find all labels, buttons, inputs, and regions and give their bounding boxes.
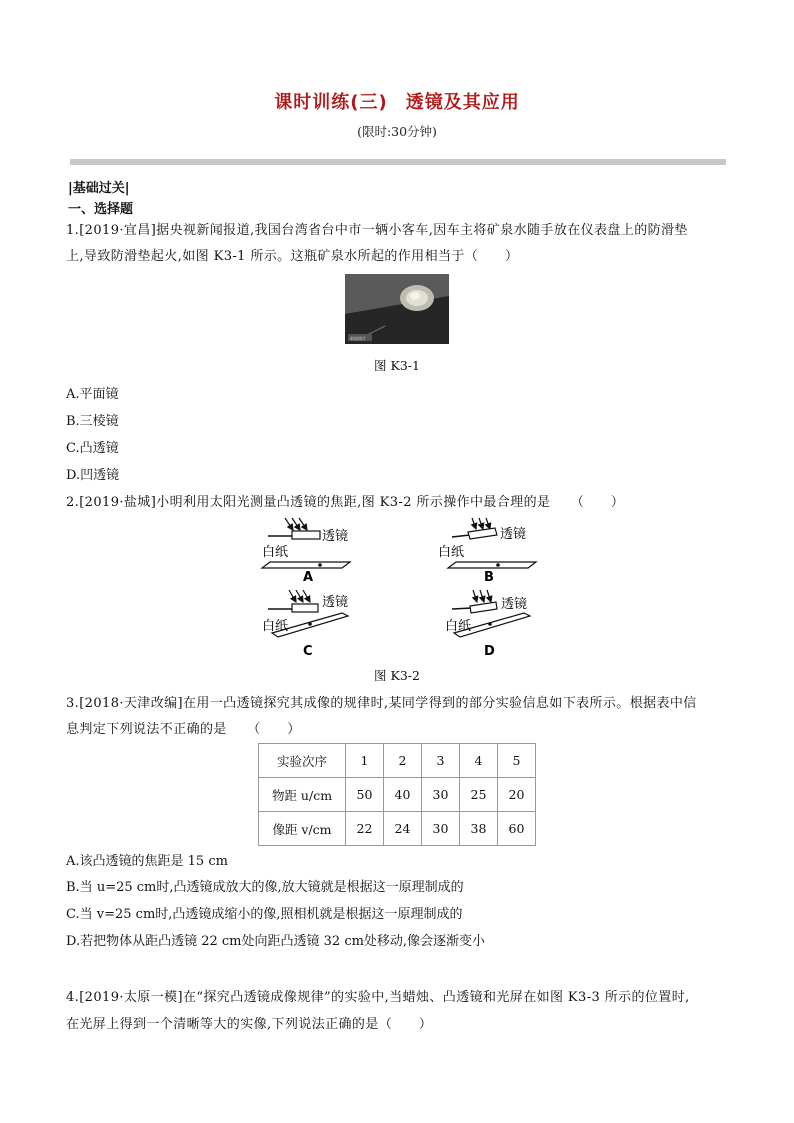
table-cell: 像距 v/cm [259,812,346,846]
table-cell: 24 [384,812,422,846]
table-header-row [259,744,536,778]
q1-option-b: B.三棱镜 [66,414,119,429]
table-cell: 30 [422,812,460,846]
q4-line2: 在光屏上得到一个清晰等大的实像,下列说法正确的是（ ） [66,1017,433,1032]
panel-c-paper-label: 白纸 [262,619,289,634]
panel-b [438,518,536,585]
panel-b-paper-label: 白纸 [438,545,465,560]
table-cell: 实验次序 [259,744,346,778]
section-label: |基础过关| [68,181,130,196]
title-part2: 透镜及其应用 [405,92,520,113]
header-divider [70,159,726,165]
panel-c-lens-label: 透镜 [322,595,349,610]
title-part1: 课时训练(三) [274,92,388,113]
panel-b-lens-label: 透镜 [500,527,527,542]
table-cell: 30 [422,778,460,812]
q3-line1: 3.[2018·天津改编]在用一凸透镜探究其成像的规律时,某同学得到的部分实验信息如下表所示。根据表中信 [66,696,697,711]
table-cell: 物距 u/cm [259,778,346,812]
table-cell: 50 [346,778,384,812]
q1-photo [345,274,449,344]
table-cell: 22 [346,812,384,846]
table-cell: 60 [498,812,536,846]
panel-d-paper-label: 白纸 [445,619,472,634]
table-cell: 20 [498,778,536,812]
q1-option-d: D.凹透镜 [66,468,120,483]
q1-line1: 1.[2019·宜昌]据央视新闻报道,我国台湾省台中市一辆小客车,因车主将矿泉水随手放在仪表盘上的防滑垫 [66,223,688,238]
panel-d [445,590,530,659]
photo-watermark: 新闻图片 [350,336,366,341]
panel-a-letter: A [303,570,314,585]
q3-option-c: C.当 v=25 cm时,凸透镜成缩小的像,照相机就是根据这一原理制成的 [66,907,463,922]
table-cell: 25 [460,778,498,812]
q1-option-c: C.凸透镜 [66,441,119,456]
time-limit: (限时:30分钟) [357,124,437,139]
table-cell: 1 [346,744,384,778]
figure-caption-k3-1: 图 K3-1 [374,358,420,373]
table-row [259,812,536,846]
table-cell: 38 [460,812,498,846]
panel-a-lens-label: 透镜 [322,529,349,544]
q2-figure [240,510,570,662]
dashboard-fire-image [345,274,449,344]
table-cell: 5 [498,744,536,778]
page-title [0,88,794,114]
panel-d-lens-label: 透镜 [501,597,528,612]
table-cell: 4 [460,744,498,778]
panel-a-paper-label: 白纸 [262,545,289,560]
section-subtitle: 一、选择题 [68,202,134,217]
q4-line1: 4.[2019·太原一模]在“探究凸透镜成像规律”的实验中,当蜡烛、凸透镜和光屏在如图 K3-3 所示的位置时, [66,990,690,1005]
panel-b-letter: B [484,570,494,585]
table-row [259,778,536,812]
figure-caption-k3-2: 图 K3-2 [374,668,420,683]
panel-c-letter: C [303,644,313,659]
panel-d-letter: D [484,644,495,659]
q1-line2: 上,导致防滑垫起火,如图 K3-1 所示。这瓶矿泉水所起的作用相当于（ ） [66,249,519,264]
panel-a [262,518,350,585]
q3-option-d: D.若把物体从距凸透镜 22 cm处向距凸透镜 32 cm处移动,像会逐渐变小 [66,934,486,949]
table-cell: 3 [422,744,460,778]
q3-option-b: B.当 u=25 cm时,凸透镜成放大的像,放大镜就是根据这一原理制成的 [66,880,464,895]
panel-c [262,590,348,659]
table-cell: 2 [384,744,422,778]
q3-line2: 息判定下列说法不正确的是 （ ） [66,722,301,737]
q3-option-a: A.该凸透镜的焦距是 15 cm [66,854,228,869]
q1-option-a: A.平面镜 [66,387,119,402]
table-cell: 40 [384,778,422,812]
experiment-table [258,743,536,846]
q2-line1: 2.[2019·盐城]小明利用太阳光测量凸透镜的焦距,图 K3-2 所示操作中最合理的是 （ ） [66,495,625,510]
